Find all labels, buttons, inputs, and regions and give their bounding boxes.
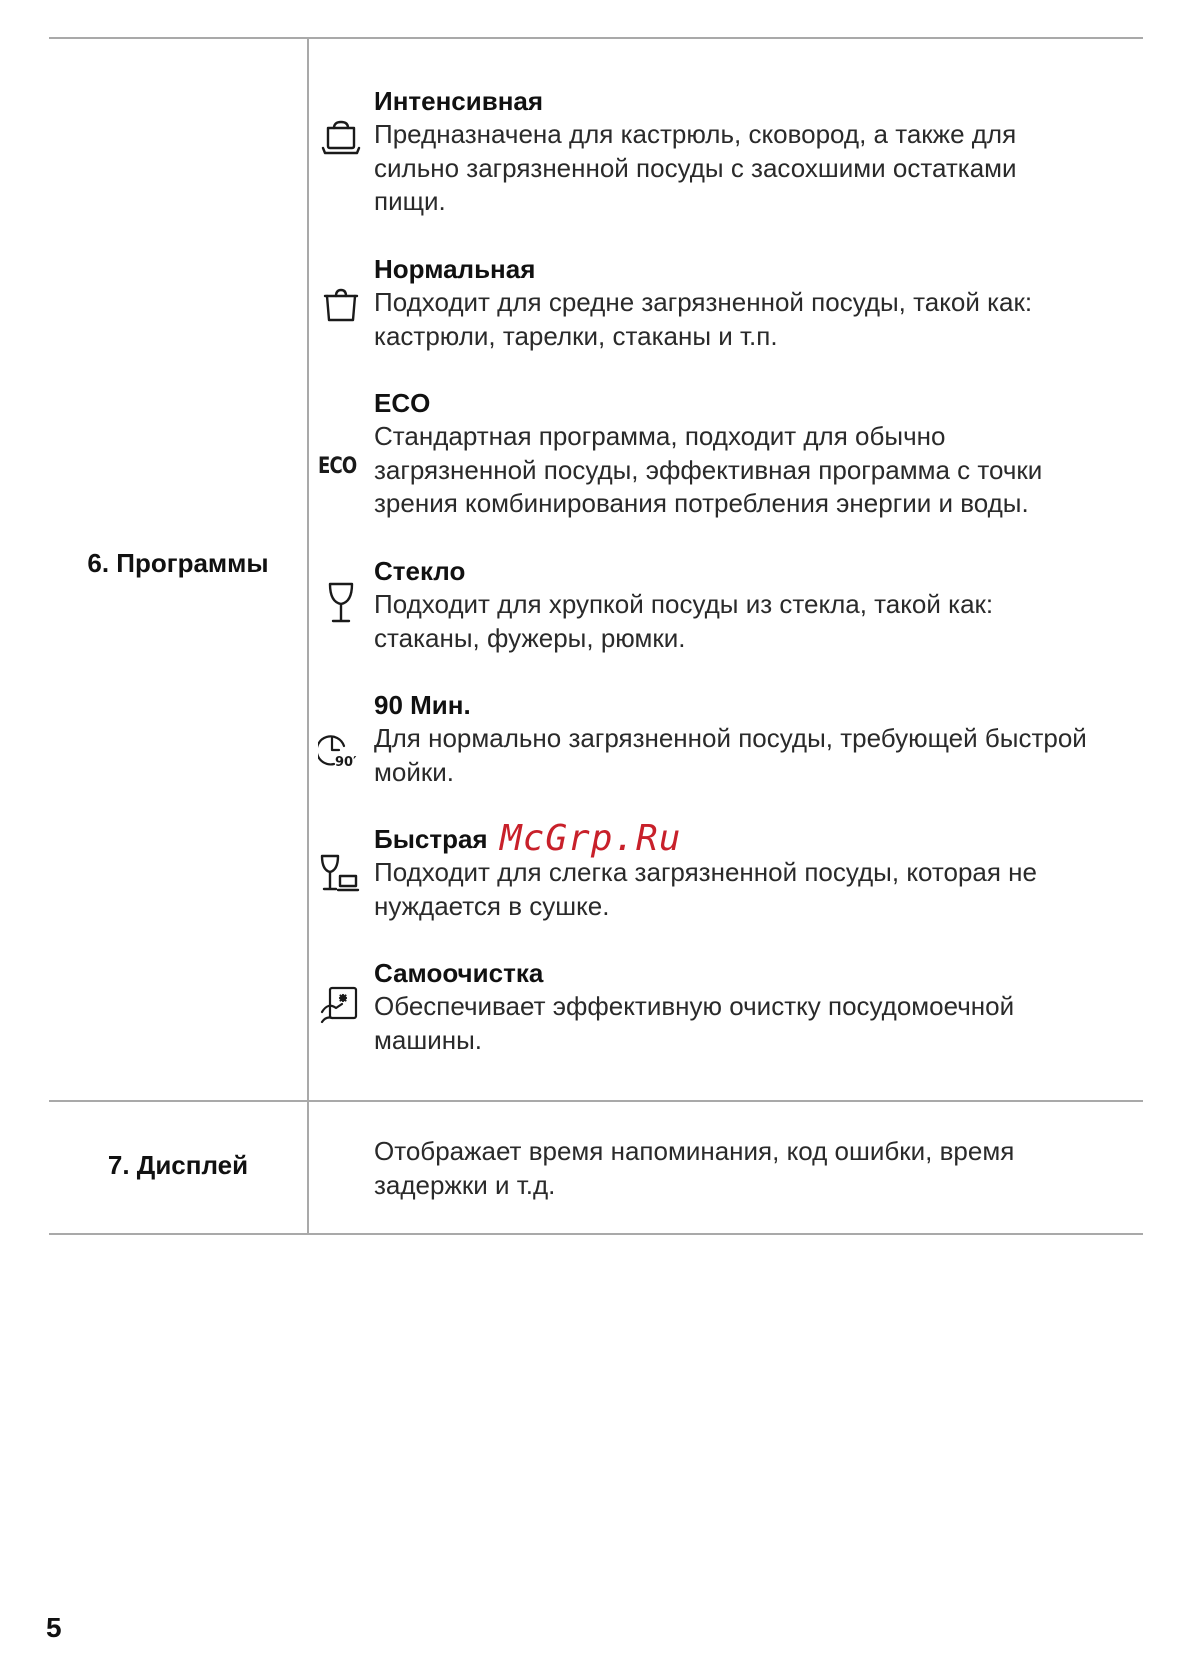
self-clean-icon [318, 984, 364, 1030]
program-eco [374, 386, 1094, 521]
normal-pot-icon [318, 282, 364, 328]
display-section-title: 7. Дисплей [107, 1150, 249, 1180]
program-normal [374, 252, 1094, 353]
program-glass [374, 554, 1094, 655]
clock-90-icon-label: 90′ [335, 755, 357, 770]
program-intensive [374, 84, 1094, 219]
display-description: Отображает время напоминания, код ошибки, время задержки и т.д. [374, 1136, 1015, 1200]
program-description: Стандартная программа, подходит для обычно загрязненной посуды, эффективная программа с точки зрения комбинирования потребления энергии и воды. [374, 421, 1043, 518]
top-rule [49, 37, 1143, 39]
glass-and-cup-icon [318, 852, 364, 898]
bottom-rule [49, 1233, 1143, 1235]
watermark: McGrp.Ru [500, 818, 682, 859]
wine-glass-icon [318, 580, 364, 626]
program-title: Интенсивная [374, 86, 544, 116]
program-90min [374, 688, 1094, 789]
intensive-pot-icon [318, 115, 364, 161]
program-title: Нормальная [374, 254, 536, 284]
programs-section-title: 6. Программы [87, 548, 269, 578]
program-title: Самоочистка [374, 958, 544, 988]
program-description: Подходит для хрупкой посуды из стекла, такой как: стаканы, фужеры, рюмки. [374, 589, 994, 653]
program-quick [374, 822, 1094, 923]
program-description: Для нормально загрязненной посуды, требующей быстрой мойки. [374, 723, 1087, 787]
clock-90-icon [318, 726, 364, 772]
program-title: Стекло [374, 556, 466, 586]
program-title: ECO [374, 388, 431, 418]
page-number: 5 [46, 1612, 62, 1643]
eco-icon: ECO [318, 454, 357, 479]
column-divider [307, 38, 309, 1233]
program-description: Предназначена для кастрюль, сковород, а также для сильно загрязненной посуды с засохшими остатками пищи. [374, 119, 1017, 216]
program-self-clean [374, 956, 1094, 1057]
program-description: Подходит для средне загрязненной посуды, такой как: кастрюли, тарелки, стаканы и т.п. [374, 287, 1033, 351]
middle-rule [49, 1100, 1143, 1102]
program-description: Подходит для слегка загрязненной посуды, которая не нуждается в сушке. [374, 857, 1037, 921]
program-description: Обеспечивает эффективную очистку посудомоечной машины. [374, 991, 1015, 1055]
program-title: Быстрая [374, 824, 488, 854]
program-title: 90 Мин. [374, 690, 471, 720]
